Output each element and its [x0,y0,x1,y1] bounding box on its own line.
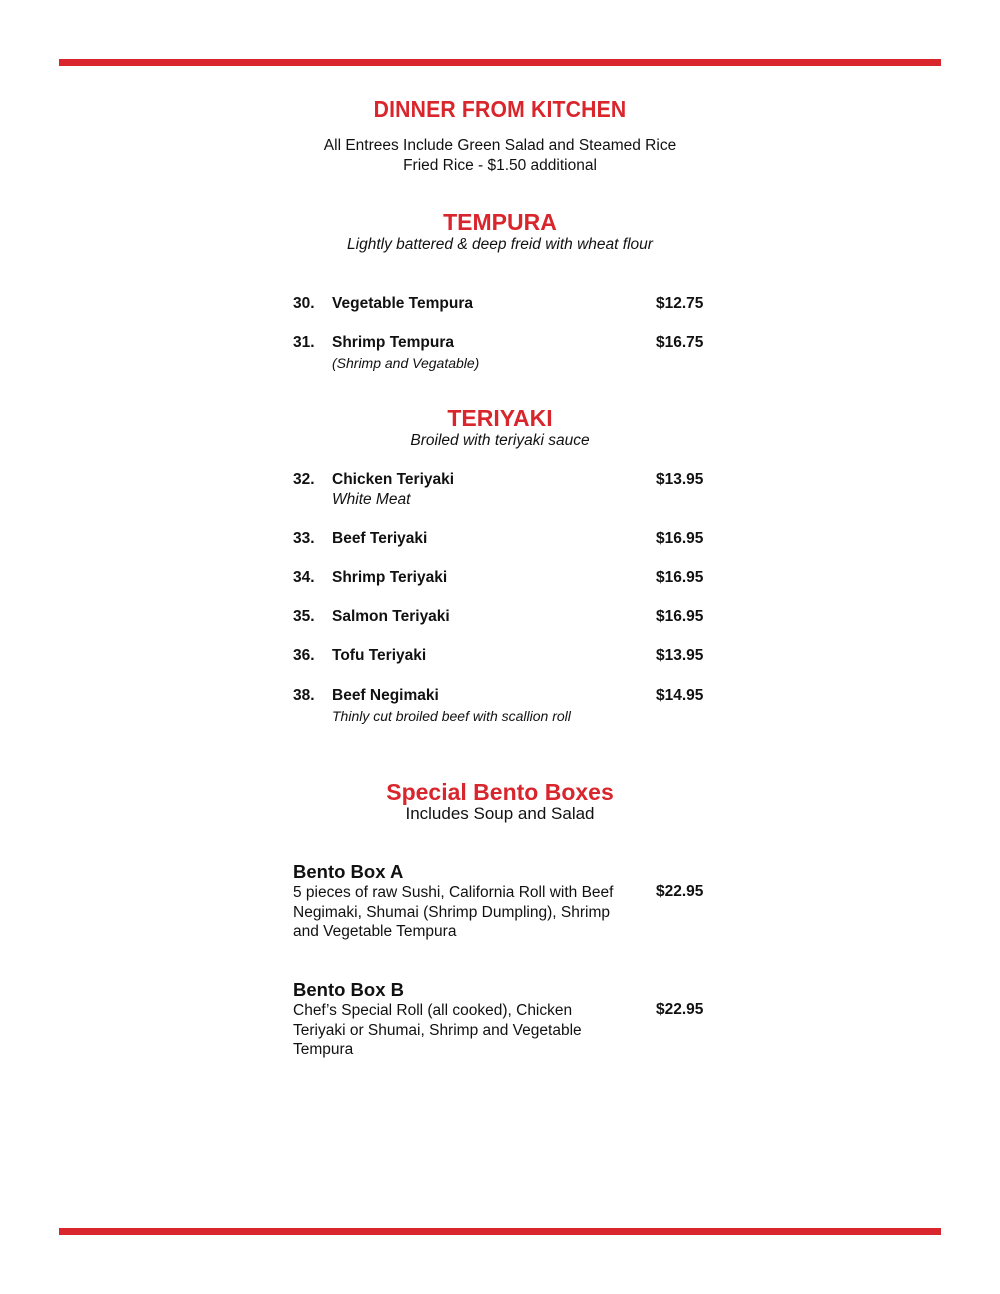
item-note: White Meat [332,491,411,508]
teriyaki-subtitle: Broiled with teriyaki sauce [410,432,590,449]
bento-box-price: $22.95 [656,883,704,900]
item-name: Shrimp Teriyaki [332,569,448,586]
bento-box-description: 5 pieces of raw Sushi, California Roll with Beef Negimaki, Shumai (Shrimp Dumpling), Shrimp and Vegetable Tempura [293,884,614,941]
page-title: DINNER FROM KITCHEN [373,96,627,122]
menu-item [293,295,713,315]
item-price: $13.95 [656,647,704,664]
bento-box-name: Bento Box A [293,861,404,882]
bento-heading: Special Bento Boxes [386,779,614,805]
menu-item [293,530,713,550]
item-number: 36. [293,647,315,664]
menu-item [293,687,713,724]
item-number: 34. [293,569,315,586]
bento-box-name: Bento Box B [293,979,404,1000]
item-name: Tofu Teriyaki [332,647,427,664]
item-price: $16.75 [656,334,704,351]
item-price: $16.95 [656,530,704,547]
item-number: 33. [293,530,315,547]
item-number: 38. [293,687,315,704]
item-number: 32. [293,471,315,488]
item-number: 35. [293,608,315,625]
item-note: Thinly cut broiled beef with scallion roll [332,708,571,724]
bento-box-price: $22.95 [656,1001,704,1018]
menu-item [293,471,713,508]
item-price: $16.95 [656,608,704,625]
item-name: Salmon Teriyaki [332,608,450,625]
item-price: $12.75 [656,295,704,312]
menu-item [293,334,713,371]
item-number: 31. [293,334,315,351]
item-note: (Shrimp and Vegatable) [332,355,480,371]
fried-rice-note: Fried Rice - $1.50 additional [403,157,597,174]
menu-item [293,569,713,589]
item-name: Shrimp Tempura [332,334,455,351]
teriyaki-heading: TERIYAKI [447,405,553,431]
menu-item [293,647,713,667]
item-price: $16.95 [656,569,704,586]
bottom-red-rule [59,1228,941,1235]
item-name: Beef Teriyaki [332,530,428,547]
item-number: 30. [293,295,315,312]
item-price: $14.95 [656,687,704,704]
top-red-rule [59,59,941,66]
bento-box-description: Chef’s Special Roll (all cooked), Chicken Teriyaki or Shumai, Shrimp and Vegetable Tempura [293,1002,582,1059]
menu-item [293,608,713,628]
bento-subtitle: Includes Soup and Salad [405,804,595,823]
tempura-heading: TEMPURA [443,209,557,235]
entrees-note: All Entrees Include Green Salad and Steamed Rice [323,137,677,154]
item-name: Chicken Teriyaki [332,471,455,488]
item-name: Beef Negimaki [332,687,439,704]
tempura-subtitle: Lightly battered & deep freid with wheat flour [347,236,653,253]
item-price: $13.95 [656,471,704,488]
item-name: Vegetable Tempura [332,295,473,312]
